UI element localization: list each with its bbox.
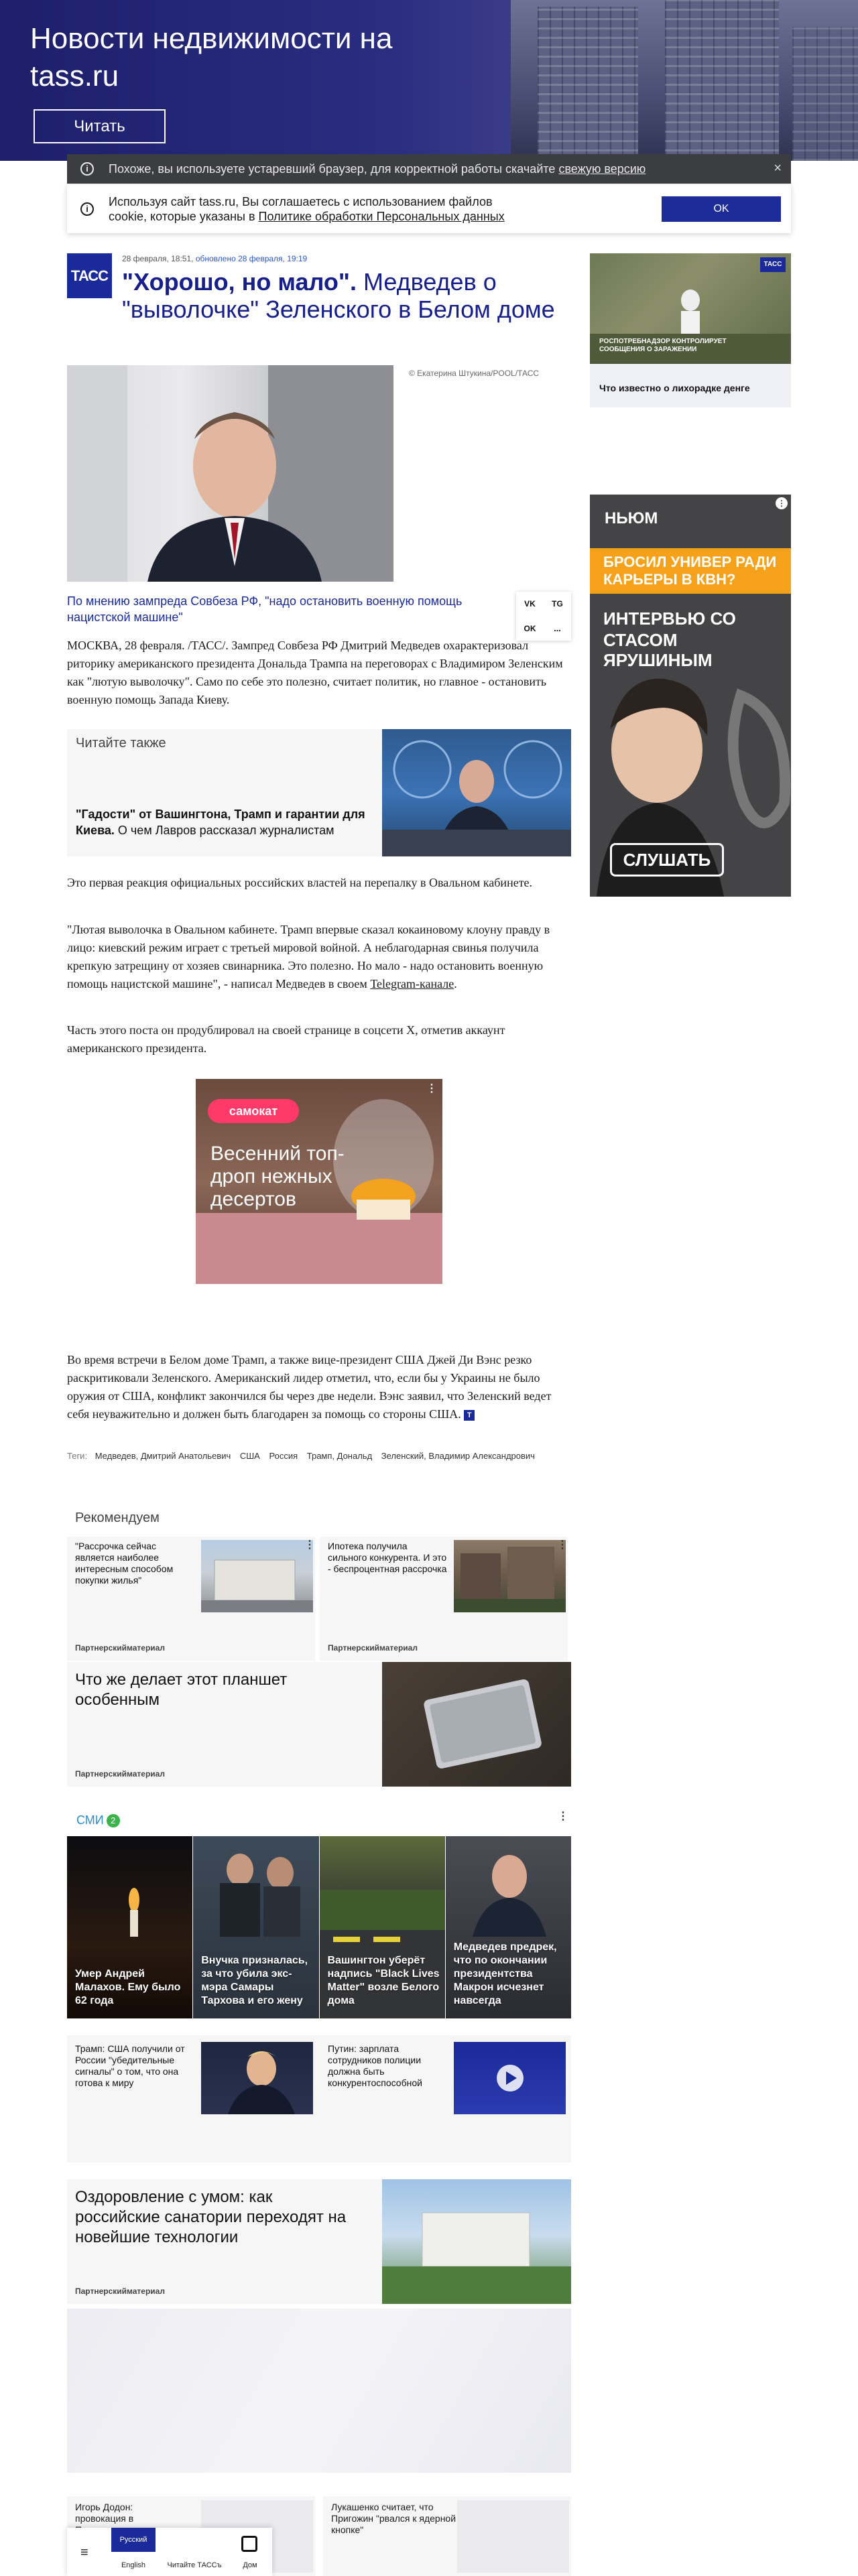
nyum-ad[interactable] (590, 495, 791, 897)
share-panel (516, 592, 571, 641)
bottom-news-card[interactable]: Лукашенко считает, что Пригожин "рвался к ядерной кнопке" (323, 2496, 571, 2576)
nyum-brand: НЬЮМ (605, 509, 658, 527)
sanatorium-card[interactable]: Оздоровление с умом: как российские санатории переходят на новейшие технологии Партнерскийматериал (67, 2179, 571, 2304)
smi-menu-icon[interactable]: ⋮ (558, 1811, 568, 1822)
lang-russian[interactable]: Русский (111, 2528, 156, 2552)
top-banner[interactable] (0, 0, 858, 161)
recommend-label: Рекомендуем (75, 1510, 160, 1525)
read-also-block[interactable] (67, 729, 571, 856)
home-button[interactable]: Дом (228, 2528, 272, 2576)
read-also-label: Читайте также (76, 736, 166, 751)
recommend-card[interactable]: "Рассрочка сейчас является наиболее интересным способом покупки жилья" ⋮ Партнерскийматериал (67, 1537, 315, 1661)
article-tags: Теги: Медведев, Дмитрий Анатольевич США Россия Трамп, Дональд Зеленский, Владимир Александрович (67, 1451, 535, 1461)
lang-english[interactable]: English (121, 2561, 146, 2569)
article-date: 28 февраля, 18:51, обновлено 28 февраля, 19:19 (122, 254, 308, 263)
samokat-brand: самокат (208, 1099, 299, 1123)
nyum-ad-line3: СТАСОМ ЯРУШИНЫМ (603, 630, 713, 670)
right-card-overlay: РОСПОТРЕБНАДЗОР КОНТРОЛИРУЕТ СООБЩЕНИЯ О ЗАРАЖЕНИИ (599, 338, 727, 353)
smi-card[interactable]: Умер Андрей Малахов. Ему было 62 года (67, 1836, 192, 2018)
article-paragraph-3: "Лютая выволочка в Овальном кабинете. Трамп впервые сказал кокаиновому клоуну правду в лицо: киевский режим играет с третьей мировой войной. А неблагодарная свинья получила крепкую затрещину от хозяев свинарника. Это полезно. Но мало - надо остановить военную помощь нацистской машине", - написал Медведев в своем Telegram-канале. (67, 923, 550, 990)
card-menu-icon[interactable]: ⋮ (304, 1539, 315, 1551)
smi-card[interactable]: Вашингтон уберёт надпись "Black Lives Matter" возле Белого дома (320, 1836, 445, 2018)
tass-logo[interactable]: ТАСС (67, 253, 112, 298)
read-also-thumbnail[interactable] (382, 729, 571, 856)
tag-link[interactable]: США (239, 1451, 260, 1461)
menu-toggle[interactable] (67, 2528, 111, 2576)
right-news-card[interactable]: ТАСС РОСПОТРЕБНАДЗОР КОНТРОЛИРУЕТ СООБЩЕНИЯ О ЗАРАЖЕНИИ Что известно о лихорадке денге (590, 253, 791, 407)
tag-link[interactable]: Зеленский, Владимир Александрович (381, 1451, 535, 1461)
smi-news-grid (67, 1836, 571, 2018)
tag-link[interactable]: Россия (269, 1451, 298, 1461)
bottom-news-card[interactable]: Игорь Додон: провокация в (67, 2496, 315, 2576)
privacy-policy-link[interactable]: Политике обработки Персональных данных (258, 210, 505, 223)
tag-link[interactable]: Медведев, Дмитрий Анатольевич (95, 1451, 231, 1461)
ad-menu-icon[interactable]: ⋮ (426, 1083, 437, 1094)
more-share-icon[interactable]: ... (554, 623, 561, 633)
article-main-photo (67, 365, 393, 582)
info-icon: i (80, 202, 94, 216)
home-icon (241, 2536, 257, 2552)
read-tass-button[interactable]: Читайте ТАССъ (167, 2561, 222, 2569)
tass-mini-logo: ТАСС (760, 257, 786, 272)
fresh-version-link[interactable]: свежую версию (558, 162, 646, 176)
outdated-browser-notice (67, 154, 791, 184)
nyum-listen-button[interactable]: СЛУШАТЬ (610, 843, 724, 877)
news-pair (67, 2035, 571, 2163)
bottom-news-thumbnail (457, 2500, 569, 2573)
news-thumbnail (201, 2042, 313, 2114)
nyum-ad-line2: ИНТЕРВЬЮ СО (603, 608, 736, 629)
language-switch[interactable] (111, 2528, 156, 2576)
article-paragraph-2: Это первая реакция официальных российских властей на перепалку в Овальном кабинете. (67, 876, 533, 889)
article-paragraph-4: Часть этого поста он продублировал на своей странице в соцсети X, отметив аккаунт американского президента. (67, 1023, 505, 1055)
smi-label: СМИ 2 (76, 1813, 120, 1827)
cookie-notice-text: Используя сайт tass.ru, Вы соглашаетесь с использованием файлов cookie, которые указаны в Политике обработки Персональных данных (109, 195, 505, 223)
recommend-thumbnail (454, 1540, 566, 1612)
nyum-ad-headline: БРОСИЛ УНИВЕР РАДИ КАРЬЕРЫ В КВН? (590, 548, 791, 594)
article-headline: "Хорошо, но мало". Медведев о "выволочке" Зеленского в Белом доме (122, 268, 555, 323)
telegram-channel-link[interactable]: Telegram-канале (370, 977, 454, 990)
cookie-ok-button[interactable]: OK (662, 196, 781, 222)
smi-card[interactable]: Медведев предрек, что по окончании президентства Макрон исчезнет навсегда (446, 1836, 571, 2018)
banner-title: Новости недвижимости на tass.ru (30, 22, 393, 92)
smi-badge: 2 (107, 1814, 120, 1827)
read-also-link[interactable]: "Гадости" от Вашингтона, Трамп и гарантии для Киева. О чем Лавров рассказал журналистам (76, 808, 365, 837)
recommend-thumbnail (201, 1540, 313, 1612)
smi-card[interactable]: Внучка призналась, за что убила экс-мэра Самары Тархова и его жену (193, 1836, 318, 2018)
tablet-thumbnail (382, 1662, 571, 1787)
sanatorium-thumbnail (382, 2179, 571, 2304)
news-video-thumbnail (454, 2042, 566, 2114)
right-news-image (590, 253, 791, 364)
news-card[interactable]: Трамп: США получили от России "убедительные сигналы" о том, что она готова к миру (67, 2035, 318, 2163)
recommend-wide-card[interactable]: Что же делает этот планшет особенным ⋮ Партнерскийматериал (67, 1662, 571, 1787)
telegram-share-icon[interactable]: TG (552, 599, 563, 608)
card-menu-icon[interactable]: ⋮ (560, 1665, 571, 1676)
ad-placeholder (67, 2309, 571, 2473)
ok-share-icon[interactable]: OK (524, 623, 536, 633)
banner-read-button[interactable]: Читать (34, 109, 166, 143)
article-paragraph-5: Во время встречи в Белом доме Трамп, а также вице-президент США Джей Ди Вэнс резко раскритиковали Зеленского. Американский лидер отметил, что, если бы у Украины не было оружия от США, конфликт закончился бы через две недели. Вэнс заявил, что Зеленский ведет себя неуважительно и должен быть благодарен за помощь со стороны США. Т (67, 1353, 552, 1421)
article-paragraph-1: МОСКВА, 28 февраля. /ТАСС/. Зампред Совбеза РФ Дмитрий Медведев охарактеризовал риторику американского президента Дональда Трампа на переговорах с Владимиром Зеленским как "лютую выволочку". Само по себе это полезно, считает политик, но главное - остановить военную помощь Запада Киеву. (67, 639, 563, 706)
cookie-notice (67, 185, 791, 233)
tag-link[interactable]: Трамп, Дональд (306, 1451, 373, 1461)
article-end-mark: Т (464, 1410, 475, 1421)
recommend-card[interactable]: Ипотека получила сильного конкурента. И это - беспроцентная рассрочка ⋮ Партнерскийматериал (320, 1537, 568, 1661)
photo-credit: © Екатерина Штукина/POOL/ТАСС (409, 369, 540, 378)
news-card[interactable]: Путин: зарплата сотрудников полиции должна быть конкурентоспособной (320, 2035, 571, 2163)
close-icon[interactable]: × (774, 161, 782, 176)
photo-caption: По мнению зампреда Совбеза РФ, "надо остановить военную помощь нацистской машине" (67, 594, 463, 624)
banner-photo (511, 0, 858, 161)
bottom-toolbar (67, 2528, 272, 2576)
info-icon: i (80, 162, 94, 176)
card-menu-icon[interactable]: ⋮ (557, 1539, 568, 1551)
ad-menu-icon[interactable]: ⋮ (776, 497, 788, 509)
samokat-ad-text: Весенний топ-дроп нежных десертов (210, 1143, 345, 1210)
samokat-ad[interactable] (196, 1079, 442, 1284)
vk-share-icon[interactable]: VK (524, 599, 536, 608)
menu-icon: ≡ (80, 2545, 88, 2560)
browser-notice-text: Похоже, вы используете устаревший браузер, для корректной работы скачайте свежую версию (109, 162, 646, 176)
